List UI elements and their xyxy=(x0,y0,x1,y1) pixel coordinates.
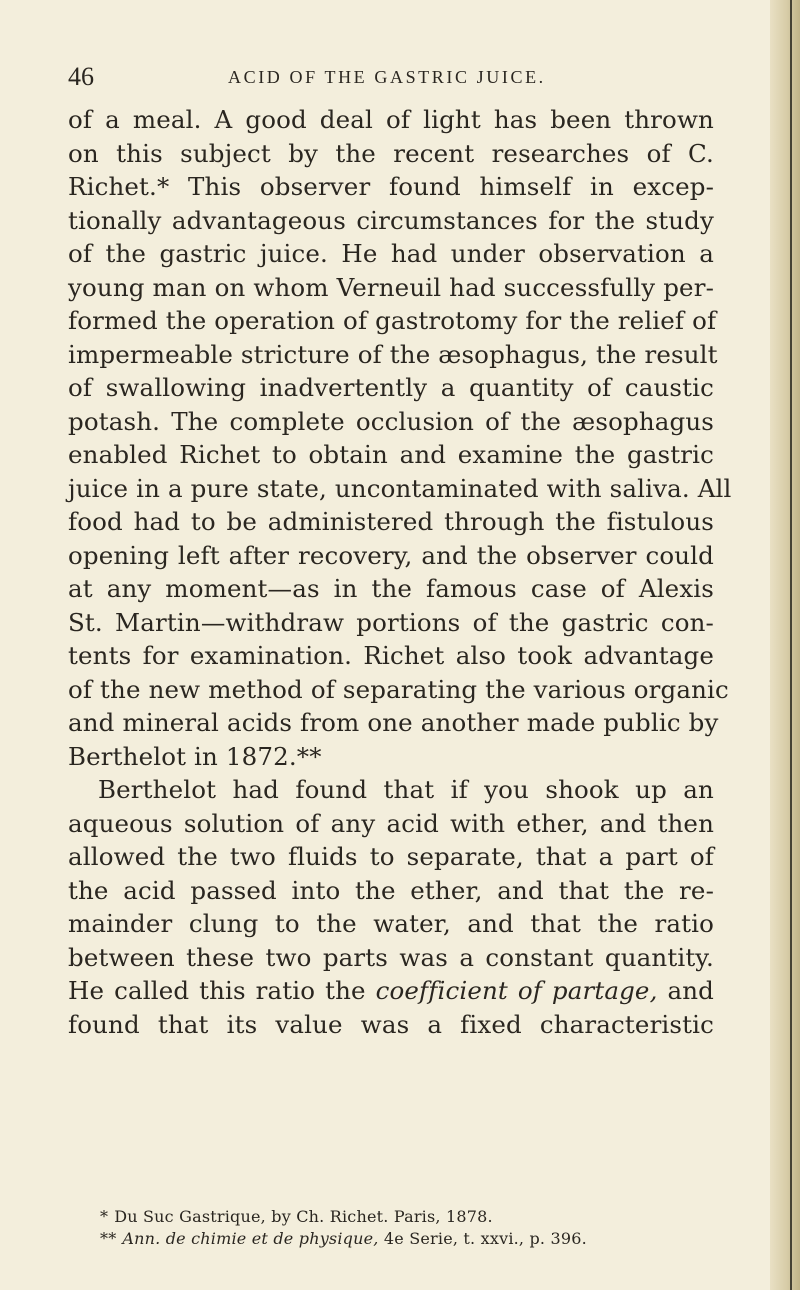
text-line: formed the operation of gastrotomy for the relief of xyxy=(68,306,717,335)
text-line: St. Martin—withdraw portions of the gastric con- xyxy=(68,607,714,637)
text-line: allowed the two fluids to separate, that a part of xyxy=(68,842,714,871)
text-line: between these two parts was a constant quantity. xyxy=(68,942,714,972)
text-line: at any moment—as in the famous case of Alexis xyxy=(68,574,714,603)
text-line: Richet.* This observer found himself in excep- xyxy=(68,172,714,201)
text-line: and mineral acids from one another made public by xyxy=(68,708,719,737)
text-line: of swallowing inadvertently a quantity of caustic xyxy=(68,373,714,402)
text-line: food had to be administered through the fistulous xyxy=(68,507,714,536)
text-line: of a meal. A good deal of light has been thrown xyxy=(68,105,714,134)
text-line: on this subject by the recent researches of C. xyxy=(68,138,714,168)
text-line: aqueous solution of any acid with ether, and then xyxy=(68,808,714,838)
footnote-1 xyxy=(100,1206,720,1228)
text-line: mainder clung to the water, and that the ratio xyxy=(68,909,714,938)
body-text xyxy=(68,103,732,1041)
page-header xyxy=(68,60,718,94)
text-line: enabled Richet to obtain and examine the gastric xyxy=(68,440,714,469)
running-head: ACID OF THE GASTRIC JUICE. xyxy=(228,67,546,87)
text-line: tents for examination. Richet also took advantage xyxy=(68,641,714,670)
footnote-2 xyxy=(100,1228,720,1250)
footnote-text: 4e Serie, t. xxvi., p. 396. xyxy=(383,1229,587,1248)
text-line-with-italic xyxy=(68,974,714,1008)
footnote-marker: * xyxy=(100,1207,109,1226)
text-line: Berthelot in 1872.** xyxy=(68,741,322,771)
italic-term: coefficient of partage, xyxy=(375,976,658,1005)
footnotes xyxy=(100,1206,720,1250)
footnote-text: Du Suc Gastrique, by Ch. Richet. Paris, 1878. xyxy=(114,1207,493,1226)
footnote-journal-title: Ann. de chimie et de physique, xyxy=(122,1229,379,1248)
text-line: of the gastric juice. He had under observation a xyxy=(68,239,714,268)
text-line: juice in a pure state, uncontaminated with saliva. All xyxy=(68,473,732,503)
page-edge-shadow xyxy=(770,0,800,1290)
text-line: tionally advantageous circumstances for the study xyxy=(68,205,714,235)
text-line: young man on whom Verneuil had successfully per- xyxy=(68,272,714,302)
text-segment: and xyxy=(667,976,714,1005)
text-line: potash. The complete occlusion of the æsophagus xyxy=(68,406,714,436)
text-line: opening left after recovery, and the observer could xyxy=(68,540,714,570)
text-line: impermeable stricture of the æsophagus, the result xyxy=(68,339,718,369)
page-number: 46 xyxy=(68,62,94,91)
text-line: of the new method of separating the various organic xyxy=(68,674,729,704)
text-segment: He called this ratio the xyxy=(68,976,366,1005)
footnote-marker: ** xyxy=(100,1229,117,1248)
text-line: the acid passed into the ether, and that the re- xyxy=(68,875,714,905)
text-line: found that its value was a fixed characteristic xyxy=(68,1009,714,1039)
page-edge-line xyxy=(790,0,792,1290)
text-line: Berthelot had found that if you shook up an xyxy=(98,775,714,804)
